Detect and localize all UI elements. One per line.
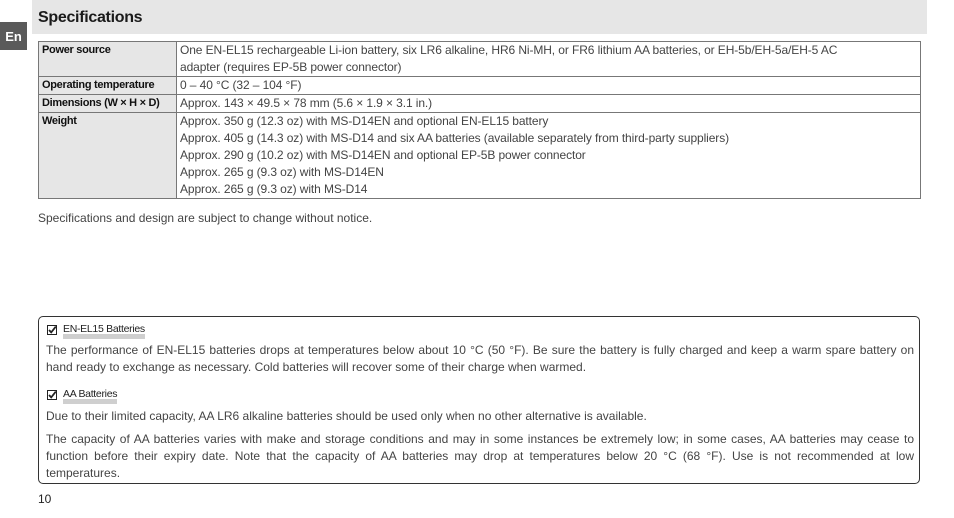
spec-value-line: 0 – 40 °C (32 – 104 °F) [180,78,302,92]
spec-value [177,95,921,113]
spec-value-line: Approx. 265 g (9.3 oz) with MS-D14EN [180,165,384,179]
note-heading-label: AA Batteries [63,388,118,400]
note-text-aa-2: The capacity of AA batteries varies with make and storage conditions and may in some instances be extremely low; in some cases, AA batteries may cease to function before their expiry date. Note that the capacity of AA batteries may drop at temperatures below 20 °C (68 °F). Use is not recommended at low temperatures. [46,432,914,480]
spec-value [177,77,921,95]
checkmark-icon [47,390,57,400]
spec-value-line: One EN-EL15 rechargeable Li-ion battery, six LR6 alkaline, HR6 Ni-MH, or FR6 lithium AA batteries, or EH-5b/EH-5a/EH-5 AC [180,43,838,57]
spec-row [39,42,921,77]
header-bar [32,0,927,34]
notes-box [38,316,920,484]
spec-label: Dimensions (W × H × D) [39,95,177,113]
spec-value-line: Approx. 405 g (14.3 oz) with MS-D14 and six AA batteries (available separately from third-party suppliers) [180,131,729,145]
spec-value [177,42,921,77]
spec-value-line: adapter (requires EP-5B power connector) [180,60,402,74]
note-text-en-el15: The performance of EN-EL15 batteries drops at temperatures below about 10 °C (50 °F). Be sure the battery is fully charged and keep a warm spare battery on hand ready to exchange as necessary. Cold batteries will recover some of their charge when warmed. [46,343,914,374]
page-title: Specifications [38,9,143,26]
note-heading-en-el15 [47,323,145,336]
spec-label: Weight [39,113,177,199]
spec-value-line: Approx. 265 g (9.3 oz) with MS-D14 [180,182,368,196]
spec-value [177,113,921,199]
note-heading-aa [47,388,117,401]
spec-row [39,95,921,113]
spec-value-line: Approx. 290 g (10.2 oz) with MS-D14EN and optional EP-5B power connector [180,148,586,162]
spec-label: Operating temperature [39,77,177,95]
spec-label: Power source [39,42,177,77]
spec-row [39,113,921,199]
note-text-aa-1: Due to their limited capacity, AA LR6 alkaline batteries should be used only when no other alternative is available. [46,409,647,423]
footnote: Specifications and design are subject to change without notice. [38,211,373,225]
checkmark-icon [47,325,57,335]
page-number: 10 [38,492,52,506]
spec-row [39,77,921,95]
spec-value-line: Approx. 350 g (12.3 oz) with MS-D14EN and optional EN-EL15 battery [180,114,549,128]
language-tab: En [0,22,27,50]
specifications-table [38,41,921,199]
spec-value-line: Approx. 143 × 49.5 × 78 mm (5.6 × 1.9 × 3.1 in.) [180,96,433,110]
note-heading-label: EN-EL15 Batteries [63,323,145,335]
